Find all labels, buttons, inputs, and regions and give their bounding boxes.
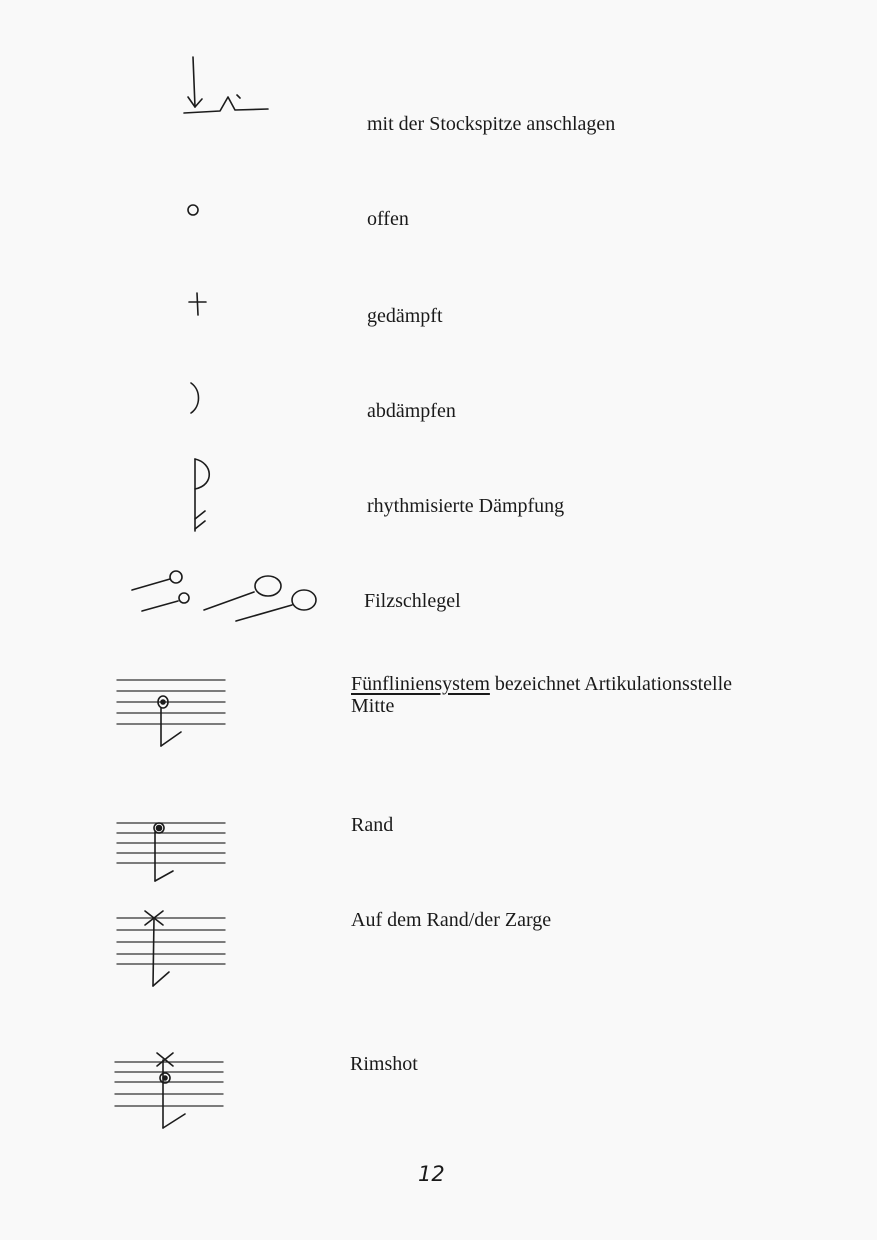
entry-label-underlined-part: Fünfliniensystem <box>351 673 490 695</box>
staff-edge-symbol <box>115 815 230 887</box>
entry-label-mitte: Mitte <box>351 695 395 717</box>
page-number: 12 <box>418 1162 445 1186</box>
entry-label-rand: Rand <box>351 814 394 836</box>
entry-label-rimshot: Rimshot <box>350 1053 418 1075</box>
entry-label-rest: bezeichnet Artikulationsstelle <box>489 673 733 695</box>
staff-rim-symbol <box>115 908 230 990</box>
staff-middle-symbol <box>115 672 230 752</box>
entry-label-abdaempfen: abdämpfen <box>367 400 456 422</box>
bracket-symbol <box>185 380 209 416</box>
plus-symbol <box>185 290 209 318</box>
entry-label-rhythmisierte-daempfung: rhythmisierte Dämpfung <box>367 495 565 517</box>
entry-label-stockspitze: mit der Stockspitze anschlagen <box>367 113 616 135</box>
entry-label-zarge: Auf dem Rand/der Zarge <box>351 909 552 931</box>
entry-label-gedaempft: gedämpft <box>367 305 443 327</box>
circle-symbol <box>182 200 202 220</box>
entry-label-fuenfliniensystem <box>351 673 732 695</box>
entry-label-offen: offen <box>367 208 409 230</box>
rhythm-damping-symbol <box>185 455 221 535</box>
entry-label-filzschlegel: Filzschlegel <box>364 590 461 612</box>
staff-rimshot-symbol <box>113 1050 228 1132</box>
stockspitze-symbol <box>180 55 275 120</box>
felt-mallet-symbol <box>128 568 323 630</box>
